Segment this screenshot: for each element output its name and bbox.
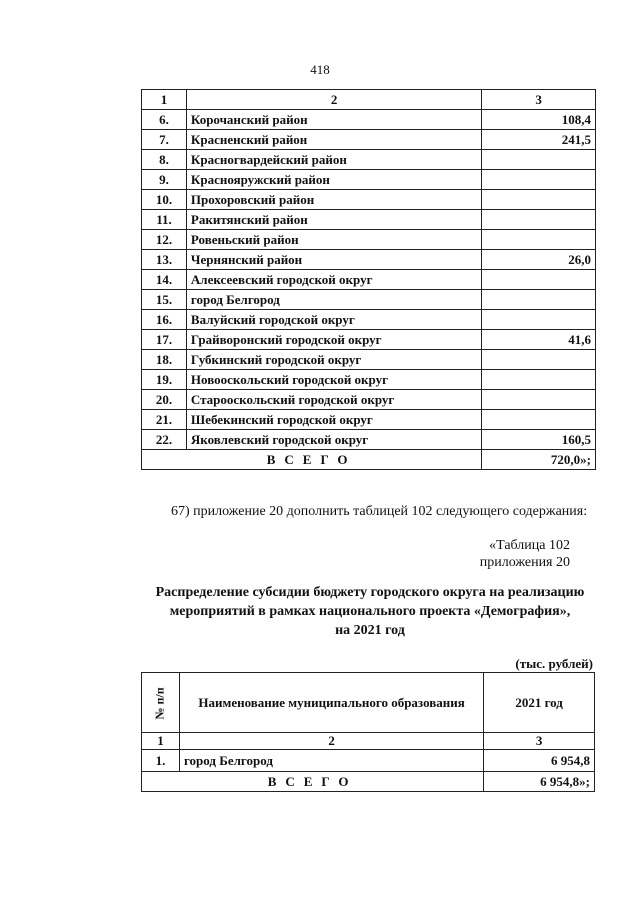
row-number: 13. (142, 250, 187, 270)
row-value: 160,5 (482, 430, 596, 450)
row-number: 20. (142, 390, 187, 410)
row-number: 1. (142, 750, 180, 772)
row-value (482, 410, 596, 430)
row-value (482, 310, 596, 330)
table-row (142, 370, 596, 390)
table-row (142, 270, 596, 290)
row-value (482, 150, 596, 170)
row-value (482, 370, 596, 390)
row-name: Красногвардейский район (186, 150, 481, 170)
row-name: Чернянский район (186, 250, 481, 270)
row-number: 18. (142, 350, 187, 370)
row-name: Новооскольский городской округ (186, 370, 481, 390)
row-number: 10. (142, 190, 187, 210)
row-name: Губкинский городской округ (186, 350, 481, 370)
row-number: 21. (142, 410, 187, 430)
table-row (142, 190, 596, 210)
row-number: 16. (142, 310, 187, 330)
table-header-row (142, 90, 596, 110)
table-row (142, 410, 596, 430)
row-number: 22. (142, 430, 187, 450)
row-value: 6 954,8 (484, 750, 595, 772)
row-value (482, 350, 596, 370)
row-name: Яковлевский городской округ (186, 430, 481, 450)
table-reference-line1: «Таблица 102 (489, 538, 570, 553)
table-reference (420, 537, 570, 571)
row-value (482, 230, 596, 250)
row-number: 11. (142, 210, 187, 230)
table2-header-row (142, 673, 595, 733)
table-row (142, 310, 596, 330)
header-col-2: 2 (186, 90, 481, 110)
table-row (142, 170, 596, 190)
header-col-1: 1 (142, 90, 187, 110)
row-number: 7. (142, 130, 187, 150)
table-row (142, 290, 596, 310)
total-value: 720,0»; (482, 450, 596, 470)
document-title (120, 583, 620, 640)
header-name: Наименование муниципального образования (179, 673, 483, 733)
table-row (142, 210, 596, 230)
table-row (142, 110, 596, 130)
row-name: Прохоровский район (186, 190, 481, 210)
header-number: № п/п (142, 673, 180, 733)
row-number: 8. (142, 150, 187, 170)
row-name: Корочанский район (186, 110, 481, 130)
subsidy-table-continuation (141, 89, 596, 470)
row-value: 41,6 (482, 330, 596, 350)
table2-index-row (142, 733, 595, 750)
row-name: город Белгород (186, 290, 481, 310)
row-name: Грайворонский городской округ (186, 330, 481, 350)
row-name: город Белгород (179, 750, 483, 772)
amendment-paragraph: 67) приложение 20 дополнить таблицей 102 следующего содержания: (171, 504, 588, 519)
row-value (482, 390, 596, 410)
row-value (482, 170, 596, 190)
table-reference-line2: приложения 20 (479, 555, 570, 570)
title-line3: на 2021 год (335, 623, 405, 638)
total-label: ВСЕГО (142, 772, 484, 792)
row-name: Алексеевский городской округ (186, 270, 481, 290)
total-label: ВСЕГО (142, 450, 482, 470)
row-number: 14. (142, 270, 187, 290)
header-col-3: 3 (482, 90, 596, 110)
table-row (142, 330, 596, 350)
table-row (142, 250, 596, 270)
header-year: 2021 год (484, 673, 595, 733)
row-name: Шебекинский городской округ (186, 410, 481, 430)
demography-subsidy-table (141, 672, 595, 792)
table-row (142, 390, 596, 410)
row-name: Краснояружский район (186, 170, 481, 190)
row-number: 17. (142, 330, 187, 350)
title-line1: Распределение субсидии бюджету городского округа на реализацию (155, 585, 585, 600)
row-number: 19. (142, 370, 187, 390)
row-number: 12. (142, 230, 187, 250)
row-number: 15. (142, 290, 187, 310)
row-value (482, 190, 596, 210)
row-name: Ровеньский район (186, 230, 481, 250)
table-row (142, 750, 595, 772)
row-name: Красненский район (186, 130, 481, 150)
row-value (482, 210, 596, 230)
row-value: 108,4 (482, 110, 596, 130)
total-value: 6 954,8»; (484, 772, 595, 792)
row-number: 9. (142, 170, 187, 190)
row-value (482, 290, 596, 310)
row-value: 241,5 (482, 130, 596, 150)
table-row (142, 430, 596, 450)
row-name: Старооскольский городской округ (186, 390, 481, 410)
row-name: Ракитянский район (186, 210, 481, 230)
table-row (142, 230, 596, 250)
row-value: 26,0 (482, 250, 596, 270)
title-line2: мероприятий в рамках национального проекта «Демография», (169, 604, 571, 619)
row-name: Валуйский городской округ (186, 310, 481, 330)
index-col-2: 2 (179, 733, 483, 750)
table1-total-row (142, 450, 596, 470)
table-row (142, 130, 596, 150)
table-row (142, 150, 596, 170)
table2-total-row (142, 772, 595, 792)
units-label: (тыс. рублей) (515, 656, 593, 671)
table-row (142, 350, 596, 370)
index-col-1: 1 (142, 733, 180, 750)
row-value (482, 270, 596, 290)
row-number: 6. (142, 110, 187, 130)
index-col-3: 3 (484, 733, 595, 750)
page-number: 418 (310, 62, 330, 77)
